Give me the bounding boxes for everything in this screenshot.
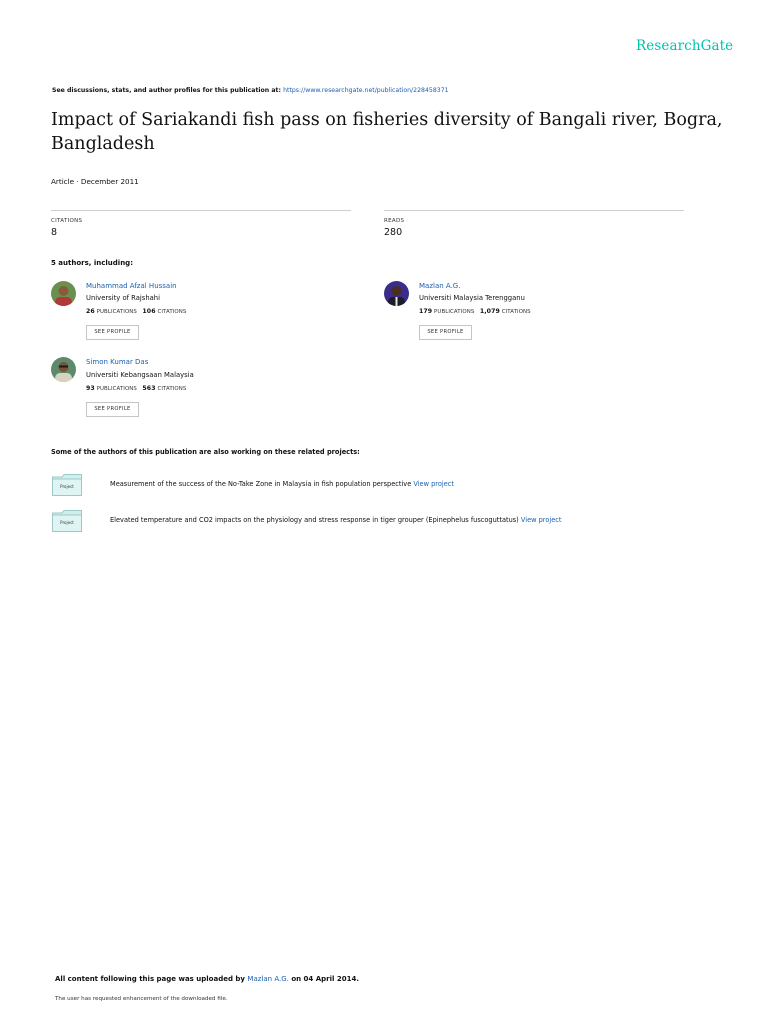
uploader-link[interactable]: Mazlan A.G.	[247, 975, 289, 983]
author-stats	[419, 308, 531, 315]
publication-meta: Article · December 2011	[51, 177, 139, 186]
reads-value: 280	[384, 227, 403, 238]
author-affiliation: Universiti Kebangsaan Malaysia	[86, 371, 194, 379]
citations-label: CITATIONS	[51, 218, 83, 224]
see-profile-button[interactable]: SEE PROFILE	[86, 325, 139, 340]
divider-left	[51, 210, 351, 211]
publications-count: 179	[419, 308, 433, 315]
divider-right	[384, 210, 684, 211]
related-projects-heading: Some of the authors of this publication are also working on these related projects:	[51, 448, 360, 456]
avatar[interactable]	[51, 281, 76, 306]
folder-icon[interactable]	[52, 474, 82, 496]
publication-title: Impact of Sariakandi fish pass on fisheries diversity of Bangali river, Bogra, Bangladesh	[51, 110, 723, 154]
project-icon-label: Project	[60, 520, 74, 525]
researchgate-logo[interactable]: ResearchGate	[636, 38, 734, 54]
footer-suffix: on 04 April 2014.	[291, 975, 359, 983]
author-name-link[interactable]: Mazlan A.G.	[419, 282, 461, 290]
publications-count: 93	[86, 385, 95, 392]
discussion-line	[52, 87, 449, 94]
upload-footer	[55, 975, 359, 983]
project-row	[52, 474, 732, 496]
footer-prefix: All content following this page was uploaded by	[55, 975, 245, 983]
project-title: Measurement of the success of the No-Take Zone in Malaysia in fish population perspective	[110, 480, 412, 488]
publication-url-link[interactable]: https://www.researchgate.net/publication/228458371	[283, 87, 449, 94]
citations-count: 1,079	[479, 308, 500, 315]
author-stats	[86, 308, 186, 315]
see-profile-button[interactable]: SEE PROFILE	[86, 402, 139, 417]
author-affiliation: University of Rajshahi	[86, 294, 160, 302]
project-text	[110, 516, 562, 524]
citations-label: CITATIONS	[157, 309, 187, 315]
project-row	[52, 510, 732, 532]
author-stats	[86, 385, 186, 392]
enhancement-note: The user has requested enhancement of the downloaded file.	[55, 996, 228, 1002]
publications-count: 26	[86, 308, 95, 315]
discussion-prefix: See discussions, stats, and author profiles for this publication at:	[52, 87, 281, 94]
view-project-link[interactable]: View project	[520, 516, 562, 524]
author-name-link[interactable]: Simon Kumar Das	[86, 358, 149, 366]
citations-count: 106	[142, 308, 156, 315]
citations-label: CITATIONS	[157, 386, 187, 392]
reads-label: READS	[384, 218, 405, 224]
avatar[interactable]	[51, 357, 76, 382]
project-icon-label: Project	[60, 484, 74, 489]
publications-label: PUBLICATIONS	[434, 309, 475, 315]
author-affiliation: Universiti Malaysia Terengganu	[419, 294, 525, 302]
folder-icon[interactable]	[52, 510, 82, 532]
citations-label: CITATIONS	[501, 309, 531, 315]
avatar[interactable]	[384, 281, 409, 306]
citations-count: 563	[142, 385, 156, 392]
project-title: Elevated temperature and CO2 impacts on the physiology and stress response in tiger grouper (Epinephelus fuscoguttatus)	[110, 516, 519, 524]
author-name-link[interactable]: Muhammad Afzal Hussain	[86, 282, 177, 290]
citations-value: 8	[51, 227, 58, 238]
view-project-link[interactable]: View project	[413, 480, 454, 488]
see-profile-button[interactable]: SEE PROFILE	[419, 325, 472, 340]
project-text	[110, 480, 454, 488]
authors-heading: 5 authors, including:	[51, 259, 133, 267]
publications-label: PUBLICATIONS	[96, 309, 137, 315]
publications-label: PUBLICATIONS	[96, 386, 137, 392]
